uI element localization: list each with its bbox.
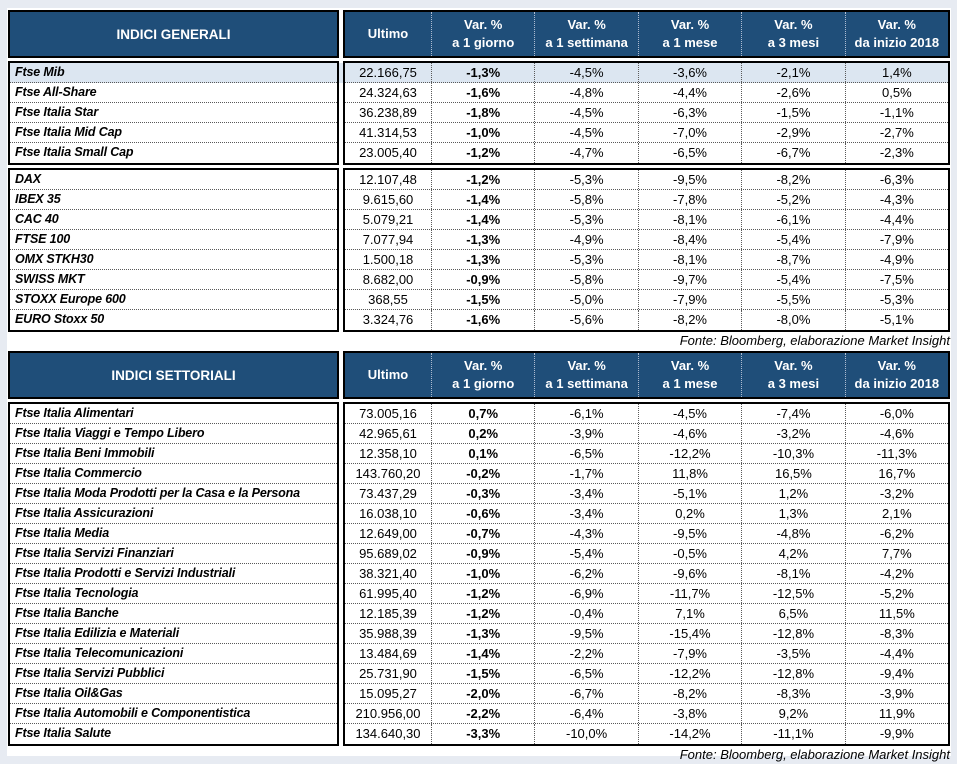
col-header-line: da inizio 2018 xyxy=(854,35,940,50)
var-value: -10,3% xyxy=(741,444,844,463)
index-name: Ftse Italia Prodotti e Servizi Industriali xyxy=(10,564,337,584)
var-value: 16,7% xyxy=(845,464,948,483)
var-value: -7,5% xyxy=(845,270,948,289)
table-row xyxy=(345,484,948,504)
index-name: Ftse Italia Telecomunicazioni xyxy=(10,644,337,664)
table-row xyxy=(345,210,948,230)
var-value: -4,9% xyxy=(845,250,948,269)
var-value: -0,3% xyxy=(431,484,534,503)
col-header-line: a 1 mese xyxy=(662,35,718,50)
col-header-ultimo: Ultimo xyxy=(367,367,409,382)
index-name: Ftse Italia Media xyxy=(10,524,337,544)
col-header-var-inizio-2018 xyxy=(845,353,948,397)
var-value: -5,5% xyxy=(741,290,844,309)
var-value: -2,2% xyxy=(431,704,534,723)
table-title: INDICI SETTORIALI xyxy=(8,351,339,399)
table-row xyxy=(345,250,948,270)
table-row xyxy=(345,524,948,544)
table-row xyxy=(345,83,948,103)
var-value: -6,2% xyxy=(845,524,948,543)
var-value: -6,1% xyxy=(534,404,637,423)
index-name: Ftse Italia Viaggi e Tempo Libero xyxy=(10,424,337,444)
var-value: -0,7% xyxy=(431,524,534,543)
index-name: Ftse Italia Assicurazioni xyxy=(10,504,337,524)
var-value: 11,8% xyxy=(638,464,741,483)
var-value: -4,6% xyxy=(845,424,948,443)
column-headers xyxy=(343,10,950,58)
var-value: -5,0% xyxy=(534,290,637,309)
col-header-var-1-settimana xyxy=(534,353,637,397)
var-value: -3,9% xyxy=(845,684,948,703)
var-value: -3,9% xyxy=(534,424,637,443)
table-row xyxy=(345,544,948,564)
var-value: -6,5% xyxy=(534,664,637,683)
index-name: Ftse Italia Tecnologia xyxy=(10,584,337,604)
index-name: DAX xyxy=(10,170,337,190)
var-value: 2,1% xyxy=(845,504,948,523)
var-value: -15,4% xyxy=(638,624,741,643)
var-value: -8,1% xyxy=(638,250,741,269)
ultimo-value: 36.238,89 xyxy=(359,105,417,120)
col-header-var-1-giorno xyxy=(431,353,534,397)
table-row xyxy=(345,444,948,464)
col-header-line: Var. % xyxy=(567,17,606,32)
index-name: Ftse All-Share xyxy=(10,83,337,103)
var-value: 0,2% xyxy=(638,504,741,523)
var-value: -0,9% xyxy=(431,270,534,289)
var-value: -5,2% xyxy=(845,584,948,603)
ultimo-value: 15.095,27 xyxy=(359,686,417,701)
table-row xyxy=(345,230,948,250)
var-value: -2,1% xyxy=(741,63,844,82)
var-value: -3,5% xyxy=(741,644,844,663)
indici-generali-group-1 xyxy=(8,61,950,165)
var-value: -9,6% xyxy=(638,564,741,583)
var-value: -1,0% xyxy=(431,564,534,583)
var-value: -11,3% xyxy=(845,444,948,463)
table-row xyxy=(345,644,948,664)
var-value: -1,0% xyxy=(431,123,534,142)
var-value: -6,5% xyxy=(638,143,741,163)
var-value: -1,5% xyxy=(431,664,534,683)
var-value: -5,4% xyxy=(741,230,844,249)
ultimo-value: 22.166,75 xyxy=(359,65,417,80)
ultimo-value: 61.995,40 xyxy=(359,586,417,601)
var-value: -4,4% xyxy=(845,644,948,663)
col-header-line: a 3 mesi xyxy=(767,376,820,391)
var-value: -6,7% xyxy=(534,684,637,703)
var-value: -5,4% xyxy=(741,270,844,289)
index-name: Ftse Italia Beni Immobili xyxy=(10,444,337,464)
var-value: -4,5% xyxy=(638,404,741,423)
col-header-line: a 1 settimana xyxy=(545,35,628,50)
var-value: -1,2% xyxy=(431,604,534,623)
col-header-var-3-mesi xyxy=(741,12,844,56)
var-value: 11,5% xyxy=(845,604,948,623)
col-header-var-1-mese xyxy=(638,12,741,56)
ultimo-value: 12.649,00 xyxy=(359,526,417,541)
var-value: -4,3% xyxy=(845,190,948,209)
values-columns xyxy=(343,402,950,746)
ultimo-value: 210.956,00 xyxy=(355,706,421,721)
table-row xyxy=(345,464,948,484)
var-value: -1,8% xyxy=(431,103,534,122)
ultimo-value: 12.358,10 xyxy=(359,446,417,461)
indici-settoriali-group-1 xyxy=(8,402,950,746)
var-value: -1,6% xyxy=(431,310,534,330)
values-columns xyxy=(343,61,950,165)
var-value: 0,1% xyxy=(431,444,534,463)
col-header-line: Var. % xyxy=(877,358,916,373)
var-value: -1,5% xyxy=(431,290,534,309)
ultimo-value: 368,55 xyxy=(368,292,408,307)
index-name-column xyxy=(8,61,339,165)
index-name: Ftse Italia Salute xyxy=(10,724,337,744)
var-value: -8,1% xyxy=(741,564,844,583)
var-value: -3,3% xyxy=(431,724,534,744)
var-value: -5,6% xyxy=(534,310,637,330)
var-value: -6,9% xyxy=(534,584,637,603)
var-value: -6,1% xyxy=(741,210,844,229)
var-value: 0,7% xyxy=(431,404,534,423)
ultimo-value: 16.038,10 xyxy=(359,506,417,521)
var-value: -2,3% xyxy=(845,143,948,163)
var-value: -0,5% xyxy=(638,544,741,563)
var-value: -5,3% xyxy=(534,250,637,269)
var-value: -4,8% xyxy=(534,83,637,102)
var-value: -3,6% xyxy=(638,63,741,82)
var-value: -4,7% xyxy=(534,143,637,163)
ultimo-value: 73.437,29 xyxy=(359,486,417,501)
index-name: CAC 40 xyxy=(10,210,337,230)
var-value: -4,5% xyxy=(534,123,637,142)
ultimo-value: 38.321,40 xyxy=(359,566,417,581)
table-row xyxy=(345,190,948,210)
index-name: FTSE 100 xyxy=(10,230,337,250)
var-value: -4,6% xyxy=(638,424,741,443)
var-value: -10,0% xyxy=(534,724,637,744)
var-value: -4,4% xyxy=(845,210,948,229)
table-row xyxy=(345,704,948,724)
var-value: -1,1% xyxy=(845,103,948,122)
var-value: -4,5% xyxy=(534,103,637,122)
col-header-line: Var. % xyxy=(670,17,710,32)
table-row xyxy=(345,310,948,330)
var-value: 16,5% xyxy=(741,464,844,483)
table-row xyxy=(345,270,948,290)
var-value: -8,3% xyxy=(741,684,844,703)
ultimo-value: 41.314,53 xyxy=(359,125,417,140)
col-header-line: a 1 settimana xyxy=(545,376,628,391)
var-value: -11,7% xyxy=(638,584,741,603)
var-value: -12,8% xyxy=(741,664,844,683)
ultimo-value: 143.760,20 xyxy=(355,466,421,481)
var-value: -1,3% xyxy=(431,230,534,249)
var-value: -4,9% xyxy=(534,230,637,249)
var-value: -2,0% xyxy=(431,684,534,703)
var-value: -4,3% xyxy=(534,524,637,543)
ultimo-value: 134.640,30 xyxy=(355,726,421,741)
table-row xyxy=(345,584,948,604)
var-value: -0,9% xyxy=(431,544,534,563)
index-name: Ftse Italia Oil&Gas xyxy=(10,684,337,704)
col-header-line: Var. % xyxy=(774,17,813,32)
var-value: -1,4% xyxy=(431,190,534,209)
col-header-var-3-mesi xyxy=(741,353,844,397)
index-name: Ftse Italia Moda Prodotti per la Casa e la Persona xyxy=(10,484,337,504)
var-value: -3,2% xyxy=(845,484,948,503)
col-header-line: da inizio 2018 xyxy=(854,376,940,391)
var-value: -1,2% xyxy=(431,584,534,603)
indici-generali-table xyxy=(8,10,950,350)
var-value: -0,4% xyxy=(534,604,637,623)
col-header-line: Var. % xyxy=(670,358,710,373)
var-value: -4,8% xyxy=(741,524,844,543)
var-value: -6,5% xyxy=(534,444,637,463)
col-header-line: a 1 giorno xyxy=(452,35,515,50)
col-header-var-1-giorno xyxy=(431,12,534,56)
index-name-column xyxy=(8,168,339,332)
var-value: -3,2% xyxy=(741,424,844,443)
var-value: -9,5% xyxy=(534,624,637,643)
var-value: -5,3% xyxy=(845,290,948,309)
table-row xyxy=(345,684,948,704)
var-value: 11,9% xyxy=(845,704,948,723)
index-name: STOXX Europe 600 xyxy=(10,290,337,310)
table-row xyxy=(345,424,948,444)
col-header-line: a 1 giorno xyxy=(452,376,515,391)
ultimo-value: 9.615,60 xyxy=(362,192,414,207)
var-value: -2,7% xyxy=(845,123,948,142)
ultimo-value: 25.731,90 xyxy=(359,666,417,681)
var-value: -7,9% xyxy=(845,230,948,249)
var-value: 1,2% xyxy=(741,484,844,503)
var-value: -5,1% xyxy=(638,484,741,503)
col-header-ultimo: Ultimo xyxy=(367,26,409,41)
var-value: -5,8% xyxy=(534,270,637,289)
table-row xyxy=(345,123,948,143)
var-value: -1,7% xyxy=(534,464,637,483)
var-value: -6,4% xyxy=(534,704,637,723)
table-row xyxy=(345,664,948,684)
var-value: -1,4% xyxy=(431,644,534,663)
index-name: Ftse Italia Edilizia e Materiali xyxy=(10,624,337,644)
var-value: -1,5% xyxy=(741,103,844,122)
ultimo-value: 5.079,21 xyxy=(362,212,414,227)
var-value: 1,4% xyxy=(845,63,948,82)
var-value: 1,3% xyxy=(741,504,844,523)
table-row xyxy=(345,724,948,744)
var-value: -6,0% xyxy=(845,404,948,423)
table-row xyxy=(345,103,948,123)
var-value: -7,4% xyxy=(741,404,844,423)
var-value: -8,4% xyxy=(638,230,741,249)
var-value: -3,4% xyxy=(534,504,637,523)
var-value: -2,6% xyxy=(741,83,844,102)
ultimo-value: 7.077,94 xyxy=(362,232,414,247)
var-value: -11,1% xyxy=(741,724,844,744)
col-header-line: a 3 mesi xyxy=(767,35,820,50)
var-value: -1,2% xyxy=(431,143,534,163)
report-page xyxy=(7,8,951,762)
index-name: Ftse Mib xyxy=(10,63,337,83)
var-value: -7,9% xyxy=(638,290,741,309)
var-value: 0,5% xyxy=(845,83,948,102)
table-title: INDICI GENERALI xyxy=(8,10,339,58)
table-row xyxy=(345,170,948,190)
indici-settoriali-table xyxy=(8,351,950,764)
var-value: -3,4% xyxy=(534,484,637,503)
ultimo-value: 35.988,39 xyxy=(359,626,417,641)
var-value: -4,4% xyxy=(638,83,741,102)
table-row xyxy=(345,604,948,624)
var-value: -5,4% xyxy=(534,544,637,563)
var-value: -8,7% xyxy=(741,250,844,269)
col-header-var-inizio-2018 xyxy=(845,12,948,56)
values-columns xyxy=(343,168,950,332)
table-row xyxy=(345,504,948,524)
col-header-line: Var. % xyxy=(774,358,813,373)
var-value: -8,2% xyxy=(638,684,741,703)
var-value: -8,3% xyxy=(845,624,948,643)
table-row xyxy=(345,564,948,584)
var-value: -5,8% xyxy=(534,190,637,209)
index-name: Ftse Italia Automobili e Componentistica xyxy=(10,704,337,724)
var-value: -9,7% xyxy=(638,270,741,289)
index-name: Ftse Italia Mid Cap xyxy=(10,123,337,143)
var-value: -14,2% xyxy=(638,724,741,744)
var-value: -4,2% xyxy=(845,564,948,583)
col-header-line: a 1 mese xyxy=(662,376,718,391)
var-value: -12,2% xyxy=(638,664,741,683)
var-value: -1,3% xyxy=(431,63,534,82)
indici-generali-group-2 xyxy=(8,168,950,332)
var-value: -6,3% xyxy=(638,103,741,122)
index-name: Ftse Italia Banche xyxy=(10,604,337,624)
col-header-line: Var. % xyxy=(567,358,606,373)
index-name: Ftse Italia Small Cap xyxy=(10,143,337,163)
var-value: 6,5% xyxy=(741,604,844,623)
var-value: -12,8% xyxy=(741,624,844,643)
ultimo-value: 3.324,76 xyxy=(362,312,414,327)
index-name-column xyxy=(8,402,339,746)
index-name: Ftse Italia Star xyxy=(10,103,337,123)
var-value: 0,2% xyxy=(431,424,534,443)
var-value: 7,7% xyxy=(845,544,948,563)
var-value: -9,9% xyxy=(845,724,948,744)
ultimo-value: 73.005,16 xyxy=(359,406,417,421)
index-name: EURO Stoxx 50 xyxy=(10,310,337,330)
var-value: 7,1% xyxy=(638,604,741,623)
table-row xyxy=(345,290,948,310)
ultimo-value: 95.689,02 xyxy=(359,546,417,561)
var-value: -5,3% xyxy=(534,210,637,229)
var-value: -5,3% xyxy=(534,170,637,189)
ultimo-value: 12.107,48 xyxy=(359,172,417,187)
col-header-var-1-settimana xyxy=(534,12,637,56)
var-value: 9,2% xyxy=(741,704,844,723)
var-value: 4,2% xyxy=(741,544,844,563)
indici-settoriali-header xyxy=(8,351,950,399)
ultimo-value: 12.185,39 xyxy=(359,606,417,621)
var-value: -9,4% xyxy=(845,664,948,683)
ultimo-value: 42.965,61 xyxy=(359,426,417,441)
index-name: Ftse Italia Commercio xyxy=(10,464,337,484)
column-headers xyxy=(343,351,950,399)
ultimo-value: 24.324,63 xyxy=(359,85,417,100)
index-name: Ftse Italia Servizi Finanziari xyxy=(10,544,337,564)
ultimo-value: 23.005,40 xyxy=(359,145,417,160)
var-value: -6,2% xyxy=(534,564,637,583)
var-value: -6,3% xyxy=(845,170,948,189)
index-name: OMX STKH30 xyxy=(10,250,337,270)
ultimo-value: 8.682,00 xyxy=(362,272,414,287)
ultimo-value: 13.484,69 xyxy=(359,646,417,661)
var-value: -5,2% xyxy=(741,190,844,209)
col-header-var-1-mese xyxy=(638,353,741,397)
var-value: -7,9% xyxy=(638,644,741,663)
var-value: -8,1% xyxy=(638,210,741,229)
indici-generali-header xyxy=(8,10,950,58)
source-note: Fonte: Bloomberg, elaborazione Market Insight xyxy=(679,333,950,348)
var-value: -1,2% xyxy=(431,170,534,189)
index-name: Ftse Italia Alimentari xyxy=(10,404,337,424)
var-value: -8,2% xyxy=(741,170,844,189)
var-value: -12,5% xyxy=(741,584,844,603)
var-value: -6,7% xyxy=(741,143,844,163)
col-header-line: Var. % xyxy=(464,17,503,32)
table-row xyxy=(345,143,948,163)
var-value: -1,6% xyxy=(431,83,534,102)
table-row xyxy=(345,624,948,644)
var-value: -0,6% xyxy=(431,504,534,523)
var-value: -4,5% xyxy=(534,63,637,82)
var-value: -1,4% xyxy=(431,210,534,229)
var-value: -12,2% xyxy=(638,444,741,463)
col-header-line: Var. % xyxy=(877,17,916,32)
table-row xyxy=(345,63,948,83)
var-value: -1,3% xyxy=(431,250,534,269)
source-note: Fonte: Bloomberg, elaborazione Market Insight xyxy=(679,747,950,762)
index-name: Ftse Italia Servizi Pubblici xyxy=(10,664,337,684)
var-value: -8,2% xyxy=(638,310,741,330)
var-value: -0,2% xyxy=(431,464,534,483)
var-value: -7,8% xyxy=(638,190,741,209)
table-row xyxy=(345,404,948,424)
ultimo-value: 1.500,18 xyxy=(362,252,414,267)
var-value: -9,5% xyxy=(638,170,741,189)
var-value: -2,2% xyxy=(534,644,637,663)
var-value: -5,1% xyxy=(845,310,948,330)
var-value: -8,0% xyxy=(741,310,844,330)
var-value: -3,8% xyxy=(638,704,741,723)
index-name: IBEX 35 xyxy=(10,190,337,210)
var-value: -2,9% xyxy=(741,123,844,142)
col-header-line: Var. % xyxy=(464,358,503,373)
index-name: SWISS MKT xyxy=(10,270,337,290)
var-value: -1,3% xyxy=(431,624,534,643)
var-value: -7,0% xyxy=(638,123,741,142)
var-value: -9,5% xyxy=(638,524,741,543)
